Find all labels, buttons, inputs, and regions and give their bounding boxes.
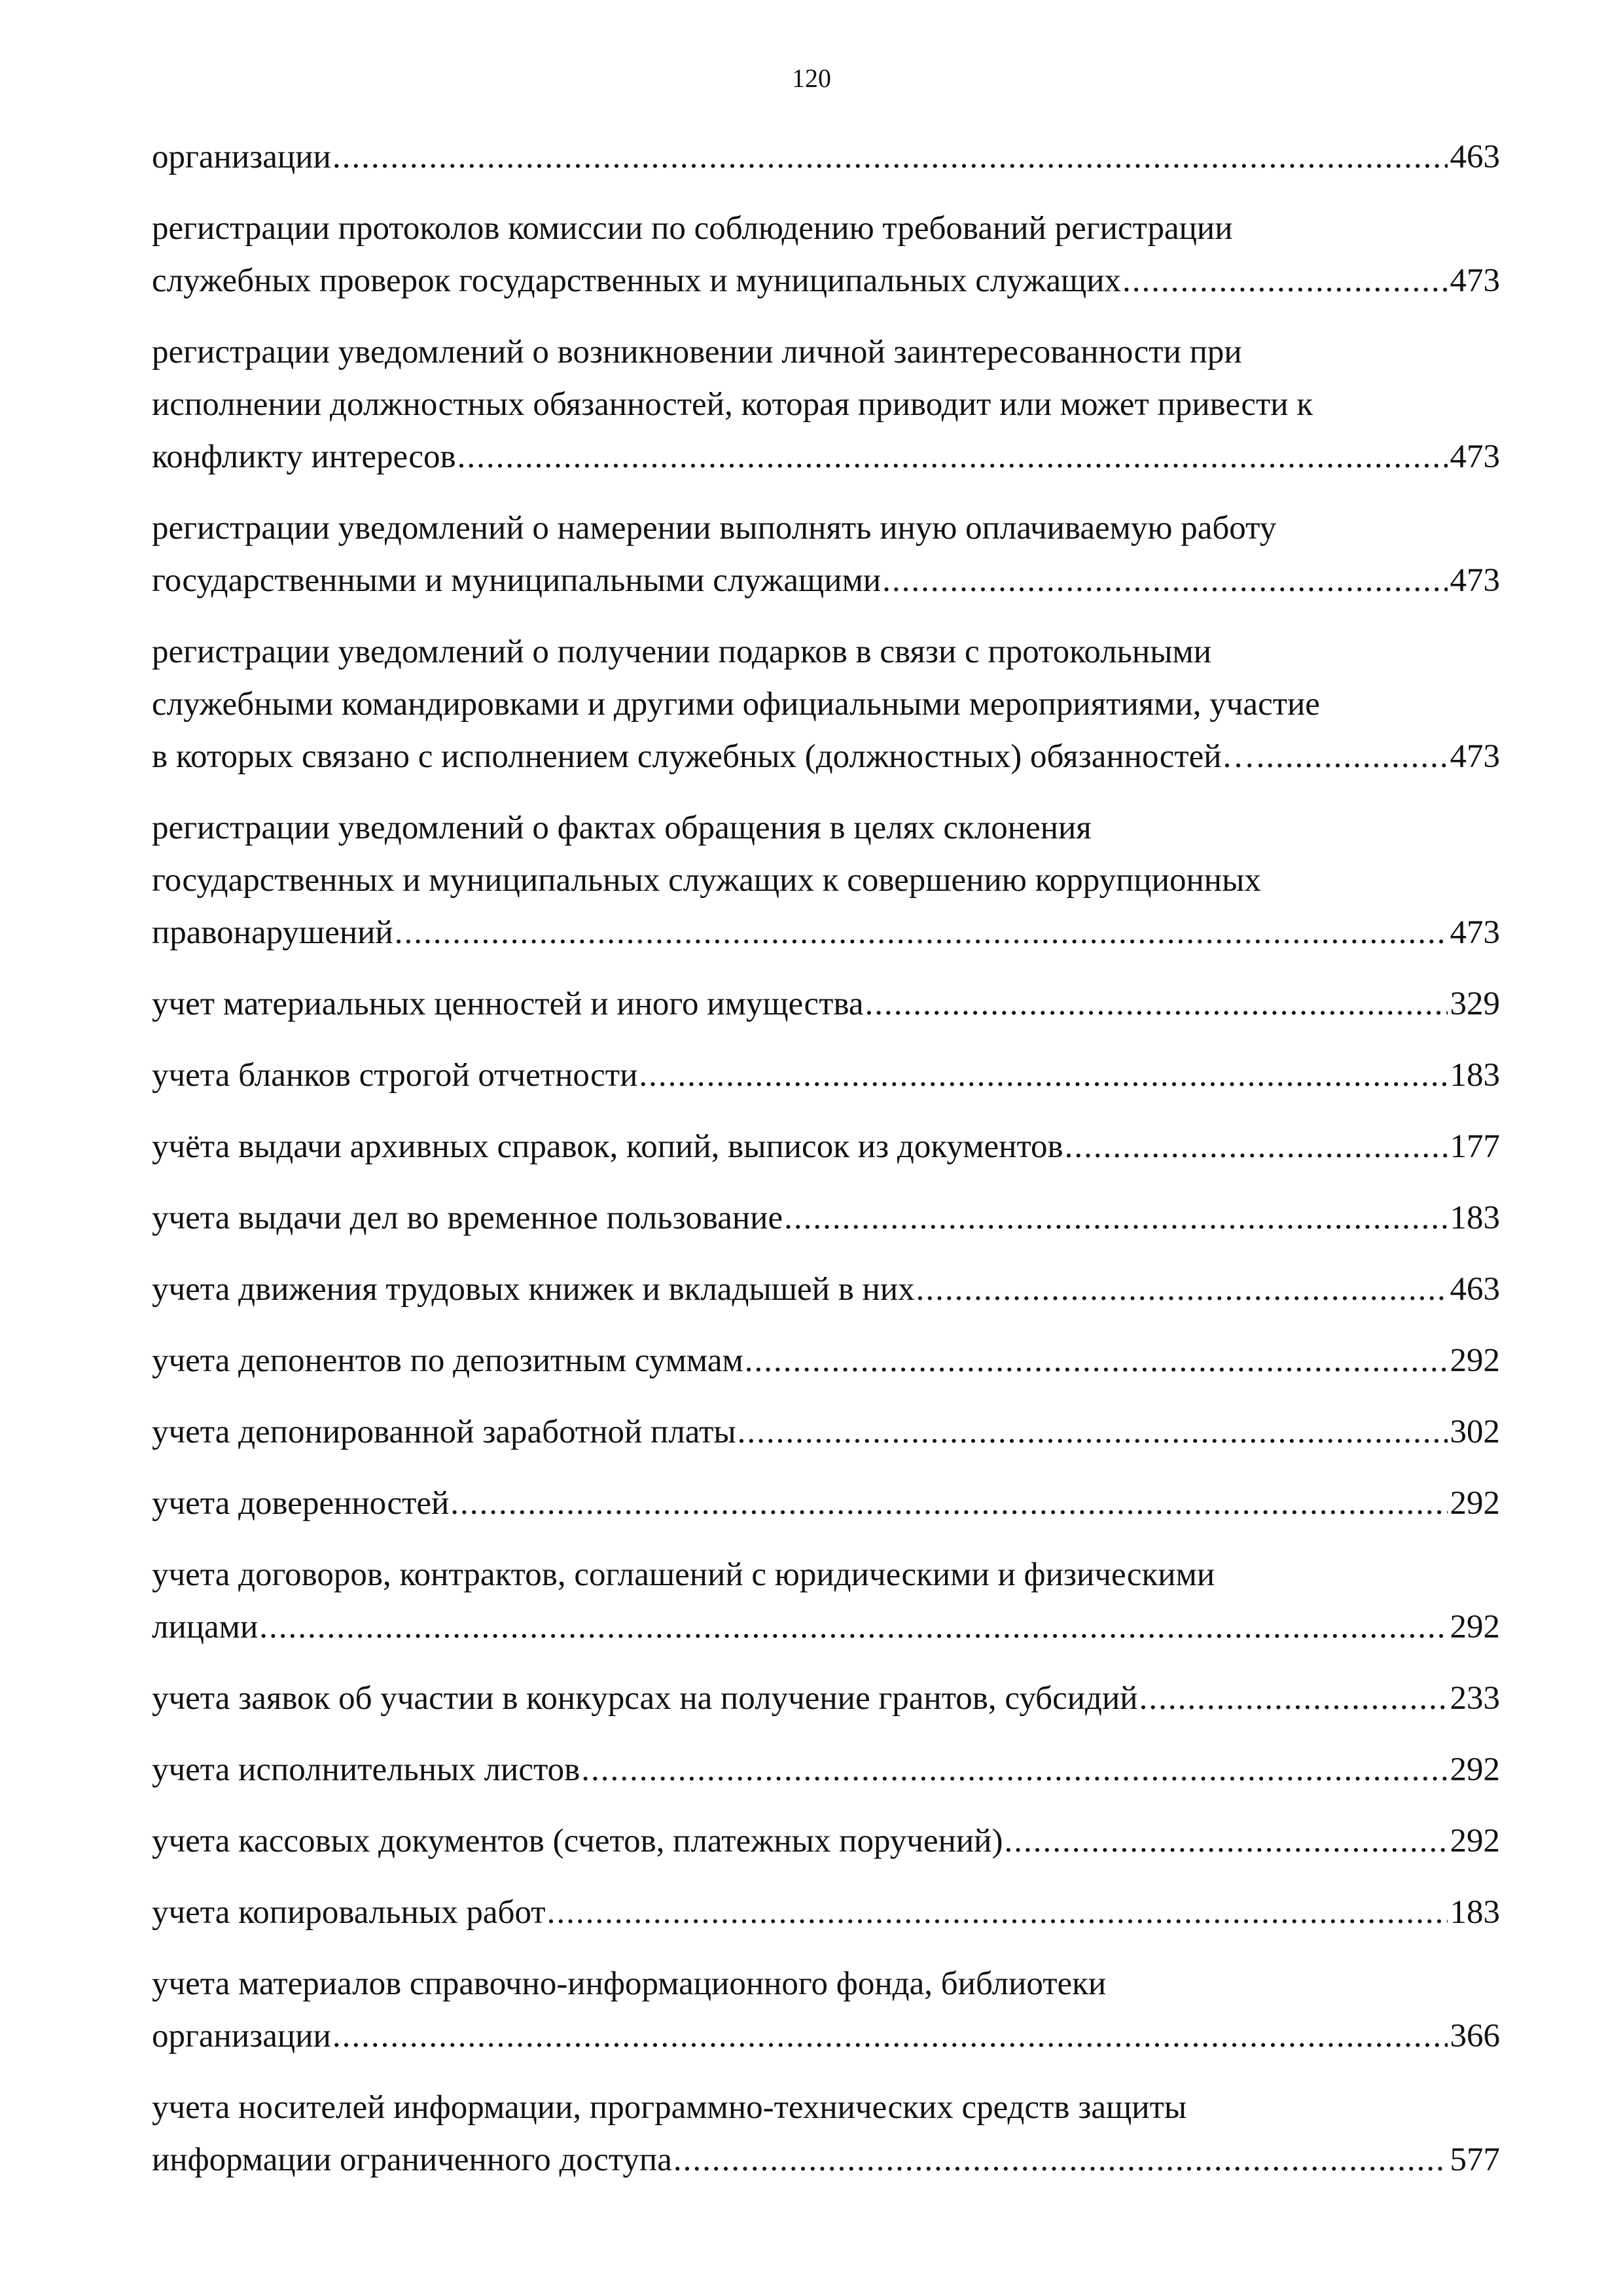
index-entry-text: учет материальных ценностей и иного имущества (152, 986, 864, 1022)
index-entry-page-ref: 183 (1450, 1200, 1500, 1236)
index-entry-text: учёта выдачи архивных справок, копий, выписок из документов (152, 1128, 1063, 1165)
index-entry-last-line (152, 255, 1500, 307)
index-entry (152, 1049, 1500, 1102)
index-entry-text: учета исполнительных листов (152, 1751, 580, 1788)
dot-leader (581, 1744, 1447, 1796)
index-entry-text: конфликту интересов (152, 439, 456, 475)
index-entry-page-ref: 177 (1450, 1128, 1500, 1165)
index-entry-line: учета материалов справочно-информационного фонда, библиотеки (152, 1965, 1107, 2002)
index-entry-last-line (152, 2134, 1500, 2186)
index-entry-last-line (152, 1121, 1500, 1173)
dot-leader (1122, 255, 1447, 307)
index-entry-last-line (152, 1815, 1500, 1867)
index-entry (152, 1477, 1500, 1530)
index-entry (152, 502, 1500, 607)
index-entry (152, 1744, 1500, 1796)
dot-leader (457, 431, 1448, 483)
index-entry-text: лицами (152, 1609, 259, 1645)
dot-leader (673, 2134, 1448, 2186)
index-entry (152, 2081, 1500, 2186)
index-entry-page-ref: 302 (1450, 1414, 1500, 1450)
index-entry (152, 1192, 1500, 1244)
index-entry-page-ref: 473 (1450, 439, 1500, 475)
index-entry-line: регистрации протоколов комиссии по соблюдению требований регистрации (152, 210, 1233, 247)
index-entry-last-line (152, 978, 1500, 1030)
index-entry-last-line (152, 131, 1500, 183)
index-entries-list (152, 131, 1500, 2205)
index-entry-last-line (152, 1601, 1500, 1653)
index-entry (152, 802, 1500, 959)
index-entry (152, 1958, 1500, 2062)
index-entry-last-line (152, 1263, 1500, 1316)
index-entry-line: регистрации уведомлений о возникновении личной заинтересованности при (152, 334, 1242, 370)
index-entry-last-line (152, 1477, 1500, 1530)
page-number: 120 (792, 63, 831, 93)
index-entry-page-ref: 473 (1450, 562, 1500, 599)
index-entry (152, 1815, 1500, 1867)
index-entry-line: регистрации уведомлений о фактах обращения в целях склонения (152, 810, 1092, 846)
index-entry-last-line (152, 431, 1500, 483)
index-entry-text: учета депонентов по депозитным суммам (152, 1342, 743, 1379)
index-entry-line: служебными командировками и другими официальными мероприятиями, участие (152, 686, 1320, 723)
index-entry-text: организации (152, 2018, 331, 2054)
dot-leader (1139, 1672, 1448, 1725)
index-entry-text: учета заявок об участии в конкурсах на получение грантов, субсидий (152, 1680, 1138, 1717)
dot-leader (332, 2010, 1448, 2062)
index-entry-last-line (152, 906, 1500, 959)
index-entry-page-ref: 292 (1450, 1751, 1500, 1788)
index-entry-last-line (152, 554, 1500, 607)
index-entry-page-ref: 463 (1450, 139, 1500, 175)
index-entry-text: учета депонированной заработной платы (152, 1414, 736, 1450)
dot-leader (865, 978, 1448, 1030)
dot-leader (1004, 1815, 1447, 1867)
index-entry-page-ref: 473 (1450, 914, 1500, 951)
index-entry (152, 626, 1500, 783)
index-entry-last-line (152, 1335, 1500, 1387)
index-entry-last-line (152, 730, 1500, 783)
index-entry (152, 1263, 1500, 1316)
index-entry (152, 1121, 1500, 1173)
index-entry-last-line (152, 1406, 1500, 1458)
index-entry-page-ref: 292 (1450, 1485, 1500, 1522)
index-entry-line: регистрации уведомлений о получении подарков в связи с протокольными (152, 634, 1212, 670)
index-entry-text: в которых связано с исполнением служебных (должностных) обязанностей… (152, 738, 1255, 775)
dot-leader (1065, 1121, 1448, 1173)
index-entry-text: учета копировальных работ (152, 1894, 546, 1931)
index-entry-page-ref: 473 (1450, 262, 1500, 299)
index-entry (152, 1549, 1500, 1653)
dot-leader (1257, 730, 1448, 783)
index-entry-text: учета кассовых документов (счетов, платежных поручений) (152, 1823, 1003, 1859)
dot-leader (547, 1886, 1448, 1939)
dot-leader (916, 1263, 1448, 1316)
dot-leader (332, 131, 1448, 183)
dot-leader (395, 906, 1448, 959)
index-entry-page-ref: 183 (1450, 1057, 1500, 1094)
index-entry-line: государственных и муниципальных служащих к совершению коррупционных (152, 862, 1261, 899)
index-entry-text: служебных проверок государственных и муниципальных служащих (152, 262, 1122, 299)
index-entry-text: информации ограниченного доступа (152, 2142, 672, 2178)
index-entry (152, 1672, 1500, 1725)
index-entry (152, 1886, 1500, 1939)
dot-leader (639, 1049, 1447, 1102)
index-entry-last-line (152, 1886, 1500, 1939)
index-entry-last-line (152, 1049, 1500, 1102)
index-entry-page-ref: 183 (1450, 1894, 1500, 1931)
index-entry-line: учета договоров, контрактов, соглашений с юридическими и физическими (152, 1556, 1215, 1593)
index-entry (152, 1335, 1500, 1387)
index-entry-page-ref: 292 (1450, 1609, 1500, 1645)
dot-leader (259, 1601, 1447, 1653)
dot-leader (738, 1406, 1448, 1458)
index-entry-page-ref: 366 (1450, 2018, 1500, 2054)
index-entry-last-line (152, 1672, 1500, 1725)
index-entry (152, 131, 1500, 183)
dot-leader (745, 1335, 1448, 1387)
dot-leader (882, 554, 1447, 607)
index-entry-last-line (152, 2010, 1500, 2062)
index-entry-text: учета бланков строгой отчетности (152, 1057, 638, 1094)
index-entry-page-ref: 577 (1450, 2142, 1500, 2178)
index-entry-line: учета носителей информации, программно-технических средств защиты (152, 2089, 1187, 2126)
index-entry-line: регистрации уведомлений о намерении выполнять иную оплачиваемую работу (152, 510, 1277, 547)
index-entry-page-ref: 473 (1450, 738, 1500, 775)
index-entry (152, 1406, 1500, 1458)
index-entry-last-line (152, 1192, 1500, 1244)
index-entry-page-ref: 292 (1450, 1823, 1500, 1859)
index-entry-text: учета выдачи дел во временное пользование (152, 1200, 783, 1236)
index-entry (152, 202, 1500, 307)
index-entry-page-ref: 463 (1450, 1271, 1500, 1308)
index-entry-text: государственными и муниципальными служащими (152, 562, 882, 599)
index-entry-page-ref: 292 (1450, 1342, 1500, 1379)
index-entry (152, 326, 1500, 483)
index-entry-line: исполнении должностных обязанностей, которая приводит или может привести к (152, 386, 1313, 423)
dot-leader (450, 1477, 1447, 1530)
index-entry-page-ref: 329 (1450, 986, 1500, 1022)
index-entry (152, 978, 1500, 1030)
index-entry-page-ref: 233 (1450, 1680, 1500, 1717)
index-entry-last-line (152, 1744, 1500, 1796)
index-entry-text: правонарушений (152, 914, 393, 951)
index-entry-text: организации (152, 139, 331, 175)
dot-leader (784, 1192, 1447, 1244)
index-entry-text: учета движения трудовых книжек и вкладышей в них (152, 1271, 915, 1308)
index-entry-text: учета доверенностей (152, 1485, 450, 1522)
